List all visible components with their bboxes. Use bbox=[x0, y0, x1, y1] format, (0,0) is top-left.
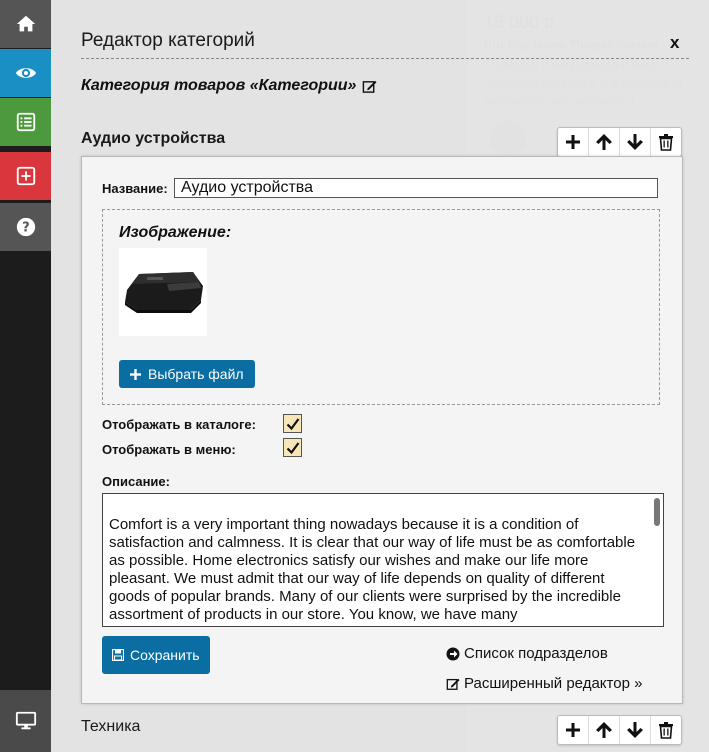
image-upload-zone[interactable] bbox=[102, 209, 660, 405]
close-button[interactable]: x bbox=[670, 33, 680, 52]
sidebar-desktop-button[interactable] bbox=[0, 690, 51, 752]
category-name-audio[interactable]: Аудио устройства bbox=[81, 130, 226, 147]
floppy-icon bbox=[112, 649, 124, 661]
plus-square-icon bbox=[15, 165, 37, 187]
plus-icon bbox=[564, 133, 582, 151]
move-down-button[interactable] bbox=[620, 128, 651, 156]
add-subcategory-button[interactable] bbox=[558, 128, 589, 156]
subtitle-text: Категория товаров «Категории» bbox=[81, 77, 357, 94]
subsections-link[interactable] bbox=[446, 645, 608, 662]
home-icon bbox=[15, 13, 37, 35]
image-label: Изображение: bbox=[119, 224, 232, 241]
arrow-up-icon bbox=[595, 721, 613, 739]
checkmark-icon bbox=[286, 417, 300, 431]
plus-icon bbox=[564, 721, 582, 739]
choose-file-button[interactable] bbox=[119, 360, 255, 388]
description-textarea[interactable] bbox=[102, 493, 664, 627]
delete-button[interactable] bbox=[651, 716, 681, 744]
plus-icon bbox=[130, 369, 141, 380]
question-icon bbox=[15, 216, 37, 238]
monitor-icon bbox=[15, 710, 37, 732]
sidebar-add-button[interactable] bbox=[0, 152, 51, 200]
move-down-button[interactable] bbox=[620, 716, 651, 744]
move-up-button[interactable] bbox=[589, 716, 620, 744]
advanced-editor-link[interactable] bbox=[446, 675, 642, 692]
checkmark-icon bbox=[286, 441, 300, 455]
advanced-editor-link-text: Расширенный редактор » bbox=[464, 675, 643, 692]
sidebar-preview-button[interactable] bbox=[0, 49, 51, 97]
show-in-catalog-checkbox[interactable] bbox=[283, 414, 302, 433]
edit-icon bbox=[446, 677, 460, 691]
list-icon bbox=[15, 111, 37, 133]
category-toolbar-technika bbox=[557, 715, 682, 745]
edit-icon[interactable] bbox=[362, 79, 377, 94]
category-toolbar-audio bbox=[557, 127, 682, 157]
editor-title: Редактор категорий bbox=[81, 30, 255, 51]
save-button[interactable] bbox=[102, 636, 210, 674]
category-edit-form bbox=[81, 156, 683, 704]
sidebar-home-button[interactable] bbox=[0, 0, 51, 48]
subsections-link-text: Список подразделов bbox=[464, 645, 608, 662]
editor-header bbox=[81, 28, 689, 59]
editor-subtitle bbox=[81, 77, 377, 95]
category-name-technika[interactable]: Техника bbox=[81, 718, 141, 735]
eye-icon bbox=[15, 62, 37, 84]
trash-icon bbox=[657, 721, 675, 739]
description-text: Comfort is a very important thing nowadays because it is a condition of satisfaction and calmness. It is clear that our way of life must be as comfortable as possible. Home electronics satisfy our wishes and make our life more pleasant. We must admit that our way of life depends on quality of different goods of popular brands. Many of our clients were surprised by the incredible assortment of products in our store. You know, we have many bbox=[109, 516, 636, 623]
save-label: Сохранить bbox=[130, 647, 200, 663]
description-scrollbar[interactable] bbox=[654, 498, 660, 526]
category-editor-panel bbox=[51, 0, 709, 752]
arrow-circle-right-icon bbox=[446, 647, 460, 661]
left-sidebar bbox=[0, 0, 51, 752]
arrow-down-icon bbox=[626, 133, 644, 151]
svg-text:?: ? bbox=[21, 220, 30, 236]
show-in-catalog-label: Отображать в каталоге: bbox=[102, 417, 256, 432]
delete-button[interactable] bbox=[651, 128, 681, 156]
move-up-button[interactable] bbox=[589, 128, 620, 156]
choose-file-label: Выбрать файл bbox=[148, 366, 244, 382]
name-input[interactable] bbox=[174, 178, 658, 198]
add-subcategory-button[interactable] bbox=[558, 716, 589, 744]
description-label: Описание: bbox=[102, 474, 170, 489]
sidebar-help-button[interactable] bbox=[0, 203, 51, 251]
sidebar-list-button[interactable] bbox=[0, 98, 51, 146]
trash-icon bbox=[657, 133, 675, 151]
show-in-menu-checkbox[interactable] bbox=[283, 438, 302, 457]
name-label: Название: bbox=[102, 181, 168, 196]
category-image-thumbnail bbox=[119, 248, 207, 336]
show-in-menu-label: Отображать в меню: bbox=[102, 442, 236, 457]
arrow-down-icon bbox=[626, 721, 644, 739]
arrow-up-icon bbox=[595, 133, 613, 151]
